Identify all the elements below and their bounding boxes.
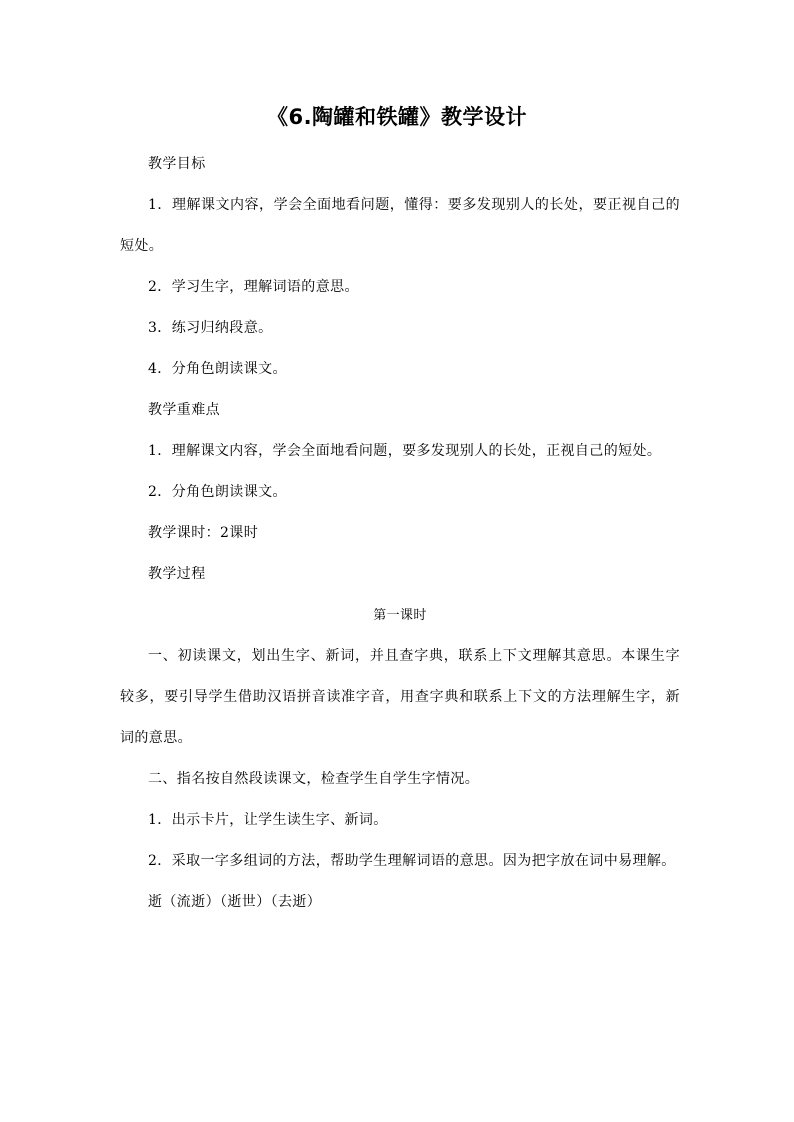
paragraph: 教学过程	[148, 566, 206, 582]
paragraph: 1．理解课文内容，学会全面地看问题，懂得：要多发现别人的长处，要正视自己的短处。	[120, 197, 680, 254]
section-heading: 第一课时	[373, 608, 427, 623]
paragraph: 1．理解课文内容，学会全面地看问题，要多发现别人的长处，正视自己的短处。	[148, 443, 662, 459]
document-body	[120, 144, 680, 923]
paragraph: 2．采取一字多组词的方法，帮助学生理解词语的意思。因为把字放在词中易理解。	[148, 853, 676, 869]
paragraph: 2．分角色朗读课文。	[148, 484, 287, 500]
paragraph: 二、指名按自然段读课文，检查学生自学生字情况。	[148, 771, 480, 787]
paragraph: 2．学习生字，理解词语的意思。	[148, 279, 359, 295]
paragraph: 教学课时：2课时	[148, 525, 259, 541]
paragraph: 教学重难点	[148, 402, 220, 418]
paragraph: 3．练习归纳段意。	[148, 320, 273, 336]
paragraph: 1．出示卡片，让学生读生字、新词。	[148, 812, 388, 828]
paragraph: 4．分角色朗读课文。	[148, 361, 287, 377]
document-title: 《6.陶罐和铁罐》教学设计	[266, 105, 528, 129]
paragraph: 教学目标	[148, 156, 206, 172]
paragraph: 逝（流逝）（逝世）（去逝）	[148, 894, 322, 910]
paragraph: 一、初读课文，划出生字、新词，并且查字典，联系上下文理解其意思。本课生字较多，要引导学生借助汉语拼音读准字音，用查字典和联系上下文的方法理解生字，新词的意思。	[120, 648, 680, 746]
